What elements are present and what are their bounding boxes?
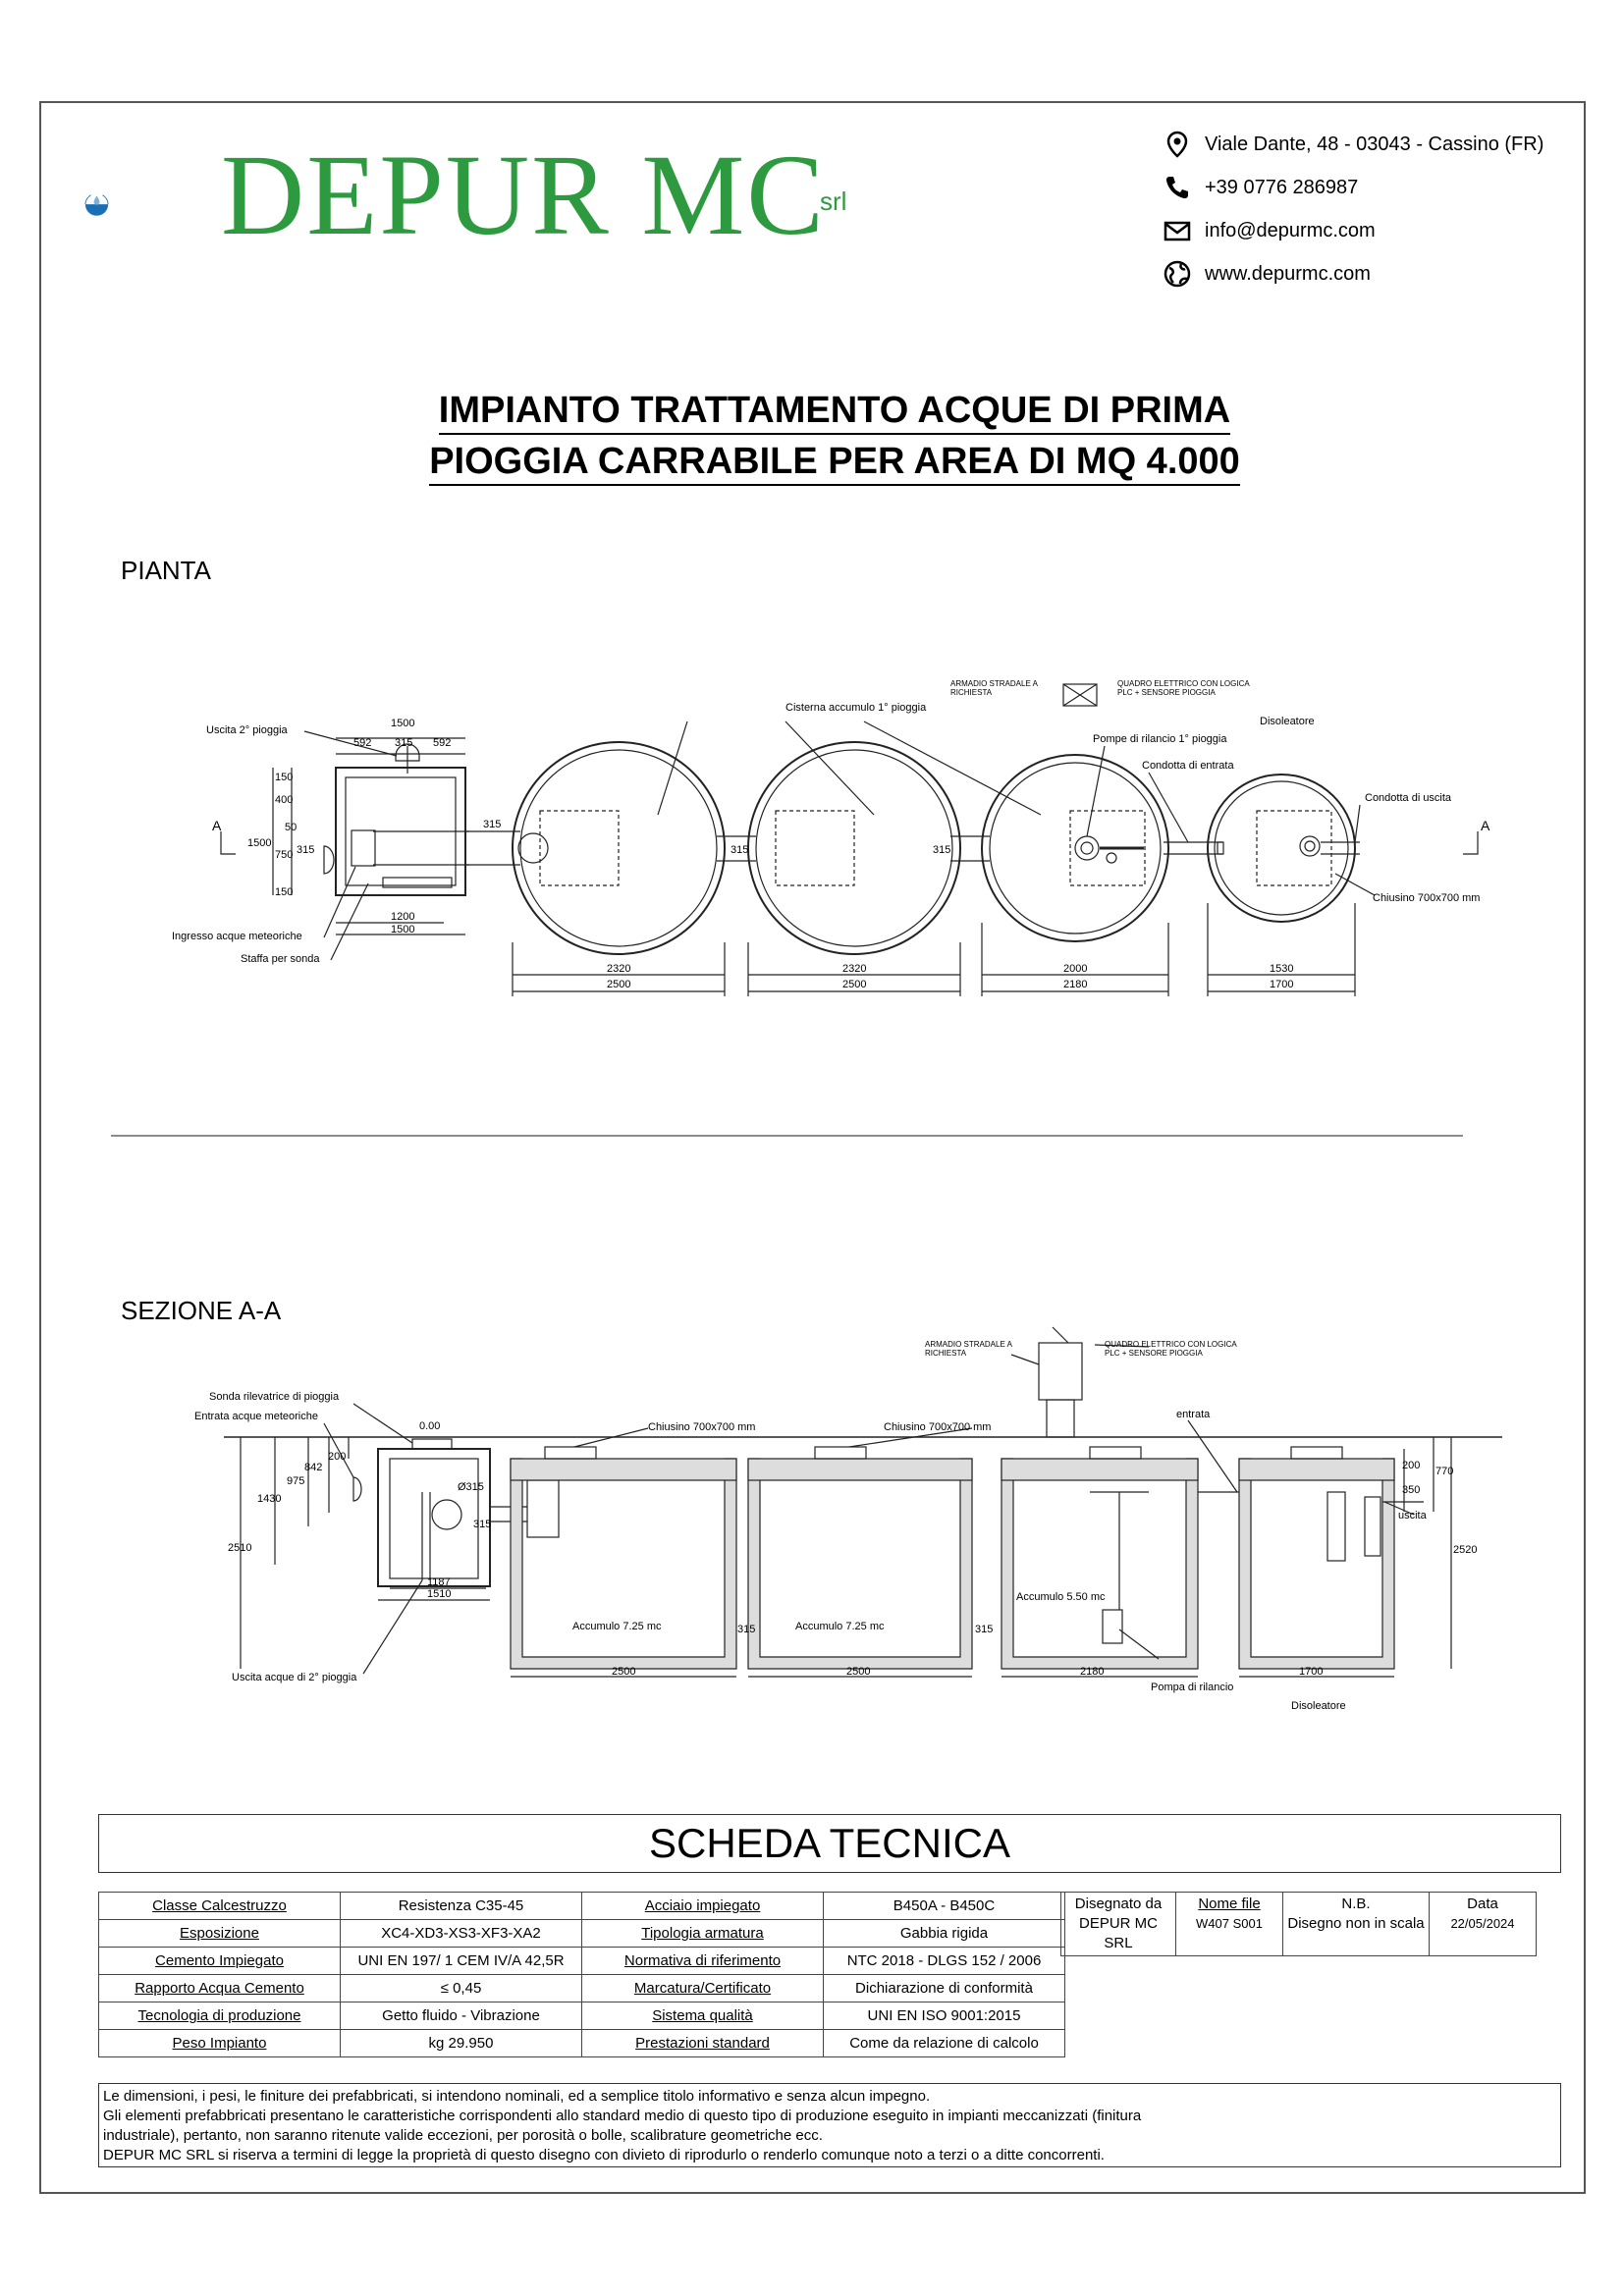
dim-50: 50 <box>285 822 298 833</box>
dim-1700: 1700 <box>1299 1666 1324 1678</box>
label-staffa: Staffa per sonda <box>241 953 320 965</box>
label-chiusino-2: Chiusino 700x700 mm <box>884 1421 992 1433</box>
plan-view <box>221 684 1481 996</box>
dim-592b: 592 <box>433 737 452 749</box>
dim-150b: 150 <box>275 886 294 898</box>
company-name: DEPUR MC <box>221 131 826 259</box>
meta-nb-value: Disegno non in scala <box>1287 1915 1425 1932</box>
contact-email-text: info@depurmc.com <box>1205 219 1376 241</box>
dim-t2-in: 2320 <box>842 963 867 975</box>
spec-key: Acciaio impiegato <box>582 1893 824 1920</box>
dim-t1-out: 2500 <box>607 979 631 990</box>
section-tank-1 <box>511 1459 736 1669</box>
section-chamber <box>378 1449 490 1586</box>
meta-nb <box>1283 1893 1430 1956</box>
spec-key: Rapporto Acqua Cemento <box>99 1975 341 2002</box>
dim-1187: 1187 <box>427 1576 451 1588</box>
dim-1500v: 1500 <box>247 837 272 849</box>
dim-350: 350 <box>1402 1484 1421 1496</box>
dim-t2-out: 2500 <box>842 979 867 990</box>
dim-2180: 2180 <box>1080 1666 1105 1678</box>
dim-t4-in: 1530 <box>1270 963 1294 975</box>
contact-phone-text: +39 0776 286987 <box>1205 176 1359 198</box>
meta-date-value: 22/05/2024 <box>1450 1916 1515 1931</box>
spec-table <box>98 1892 1065 2057</box>
spec-key: Peso Impianto <box>99 2030 341 2057</box>
label-condotta-uscita: Condotta di uscita <box>1365 792 1452 804</box>
spec-value: Come da relazione di calcolo <box>824 2030 1065 2057</box>
label-sonda: Sonda rilevatrice di pioggia <box>209 1391 340 1403</box>
label-chiusino: Chiusino 700x700 mm <box>1373 892 1481 904</box>
label-cisterna: Cisterna accumulo 1° pioggia <box>785 702 927 714</box>
table-row <box>99 1920 1065 1948</box>
disclaimer-line: DEPUR MC SRL si riserva a termini di legge la proprietà di questo disegno con divieto di riprodurlo o renderlo comunque noto a terzi o a ditte concorrenti. <box>103 2147 1105 2163</box>
label-uscita2: Uscita 2° pioggia <box>206 724 288 736</box>
dim-0-00: 0.00 <box>419 1420 441 1432</box>
label-chiusino-1: Chiusino 700x700 mm <box>648 1421 756 1433</box>
title-line-1: IMPIANTO TRATTAMENTO ACQUE DI PRIMA <box>439 388 1230 435</box>
spec-value: Resistenza C35-45 <box>341 1893 582 1920</box>
section-tank-3 <box>1001 1459 1198 1669</box>
dim-sec-200b: 200 <box>1402 1460 1421 1471</box>
contact-web-text: www.depurmc.com <box>1205 262 1371 285</box>
meta-nb-label: N.B. <box>1341 1896 1371 1912</box>
meta-date-label: Data <box>1467 1896 1498 1912</box>
dim-315d: 315 <box>731 844 749 856</box>
spec-key: Esposizione <box>99 1920 341 1948</box>
label-sec-quadro-1: QUADRO ELETTRICO CON LOGICA <box>1105 1340 1237 1349</box>
spec-value: UNI EN 197/ 1 CEM IV/A 42,5R <box>341 1948 582 1975</box>
spec-value: Gabbia rigida <box>824 1920 1065 1948</box>
label-sec-armadio-2: RICHIESTA <box>925 1349 967 1358</box>
label-entrata-acque: Entrata acque meteoriche <box>194 1411 318 1422</box>
table-row <box>99 2002 1065 2030</box>
dim-842: 842 <box>304 1462 323 1473</box>
dim-1430: 1430 <box>257 1493 282 1505</box>
section-separator <box>1239 1459 1394 1669</box>
title-line-2: PIOGGIA CARRABILE PER AREA DI MQ 4.000 <box>429 439 1240 486</box>
spec-value: Getto fluido - Vibrazione <box>341 2002 582 2030</box>
dim-2520: 2520 <box>1453 1544 1478 1556</box>
section-label: SEZIONE A-A <box>121 1296 282 1325</box>
dim-sec-315c: 315 <box>975 1624 994 1635</box>
disclaimer-line: industriale), pertanto, non saranno ritenute valide eccezioni, per porosità o bolle, scalibrature geometriche ecc. <box>103 2127 823 2144</box>
dim-315b: 315 <box>297 844 315 856</box>
dim-975: 975 <box>287 1475 305 1487</box>
spec-key: Tipologia armatura <box>582 1920 824 1948</box>
label-pompa: Pompa di rilancio <box>1151 1682 1234 1693</box>
spec-value: XC4-XD3-XS3-XF3-XA2 <box>341 1920 582 1948</box>
label-condotta-entrata: Condotta di entrata <box>1142 760 1234 772</box>
dim-770: 770 <box>1435 1466 1454 1477</box>
meta-file <box>1176 1893 1283 1956</box>
dim-t4-out: 1700 <box>1270 979 1294 990</box>
table-row <box>1061 1893 1537 1956</box>
dim-sec-315b: 315 <box>737 1624 756 1635</box>
dim-200: 200 <box>328 1451 347 1463</box>
spec-value: kg 29.950 <box>341 2030 582 2057</box>
dim-750: 750 <box>275 849 294 861</box>
spec-key: Marcatura/Certificato <box>582 1975 824 2002</box>
plan-tank-1 <box>513 742 725 954</box>
table-row <box>99 2030 1065 2057</box>
sheet-title: SCHEDA TECNICA <box>98 1814 1561 1873</box>
meta-designed-value: DEPUR MC SRL <box>1078 1915 1158 1951</box>
table-row <box>99 1975 1065 2002</box>
spec-key: Tecnologia di produzione <box>99 2002 341 2030</box>
meta-file-value: W407 S001 <box>1196 1916 1263 1931</box>
spec-value: ≤ 0,45 <box>341 1975 582 2002</box>
dim-1500b: 1500 <box>391 924 415 935</box>
label-uscita: uscita <box>1398 1510 1427 1522</box>
disclaimer-line: Le dimensioni, i pesi, le finiture dei prefabbricati, si intendono nominali, ed a semplice titolo informativo e senza alcun impegno. <box>103 2088 931 2105</box>
spec-key: Sistema qualità <box>582 2002 824 2030</box>
meta-table <box>1060 1892 1537 1956</box>
dim-315a: 315 <box>395 737 413 749</box>
dim-sec-315a: 315 <box>473 1519 492 1530</box>
dim-2510: 2510 <box>228 1542 252 1554</box>
section-tank-2 <box>748 1459 972 1669</box>
spec-value: Dichiarazione di conformità <box>824 1975 1065 2002</box>
meta-designed <box>1061 1893 1176 1956</box>
spec-key: Cemento Impiegato <box>99 1948 341 1975</box>
plan-separator <box>1208 774 1355 922</box>
plan-label: PIANTA <box>121 556 211 585</box>
dim-t1-in: 2320 <box>607 963 631 975</box>
label-section-a-left: A <box>212 818 222 833</box>
spec-key: Normativa di riferimento <box>582 1948 824 1975</box>
label-pompe: Pompe di rilancio 1° pioggia <box>1093 733 1227 745</box>
dim-1510: 1510 <box>427 1588 452 1600</box>
spec-value: UNI EN ISO 9001:2015 <box>824 2002 1065 2030</box>
meta-file-label: Nome file <box>1198 1896 1261 1912</box>
label-acc-2: Accumulo 7.25 mc <box>795 1621 885 1632</box>
dim-t3-in: 2000 <box>1063 963 1088 975</box>
company-suffix: srl <box>820 187 847 216</box>
meta-date <box>1430 1893 1537 1956</box>
label-armadio-2: RICHIESTA <box>950 688 993 697</box>
table-row <box>99 1948 1065 1975</box>
plan-tank-2 <box>748 742 960 954</box>
label-uscita-acque: Uscita acque di 2° pioggia <box>232 1672 357 1683</box>
dim-315e: 315 <box>933 844 951 856</box>
dim-150a: 150 <box>275 772 294 783</box>
disclaimer-line: Gli elementi prefabbricati presentano le caratteristiche corrispondenti allo standard medio di questo tipo di produzione eseguito in impianti meccanizzati (finitura <box>103 2108 1142 2124</box>
label-acc-3: Accumulo 5.50 mc <box>1016 1591 1106 1603</box>
dim-phi-315: Ø315 <box>458 1481 484 1493</box>
spec-value: B450A - B450C <box>824 1893 1065 1920</box>
dim-1500: 1500 <box>391 718 415 729</box>
label-quadro-1: QUADRO ELETTRICO CON LOGICA <box>1117 679 1250 688</box>
label-sec-quadro-2: PLC + SENSORE PIOGGIA <box>1105 1349 1203 1358</box>
dim-1200: 1200 <box>391 911 415 923</box>
dim-t3-out: 2180 <box>1063 979 1088 990</box>
spec-value: NTC 2018 - DLGS 152 / 2006 <box>824 1948 1065 1975</box>
meta-designed-label: Disegnato da <box>1074 1896 1163 1912</box>
label-ingresso: Ingresso acque meteoriche <box>172 931 302 942</box>
contact-address-text: Viale Dante, 48 - 03043 - Cassino (FR) <box>1205 133 1544 155</box>
dim-592a: 592 <box>353 737 372 749</box>
label-sec-armadio-1: ARMADIO STRADALE A <box>925 1340 1012 1349</box>
label-armadio-1: ARMADIO STRADALE A <box>950 679 1038 688</box>
spec-key: Prestazioni standard <box>582 2030 824 2057</box>
dim-315c: 315 <box>483 819 502 830</box>
label-entrata: entrata <box>1176 1409 1211 1420</box>
spec-key: Classe Calcestruzzo <box>99 1893 341 1920</box>
disclaimer <box>98 2083 1561 2167</box>
dim-2500a: 2500 <box>612 1666 636 1678</box>
dim-2500b: 2500 <box>846 1666 871 1678</box>
dim-400: 400 <box>275 794 294 806</box>
label-quadro-2: PLC + SENSORE PIOGGIA <box>1117 688 1216 697</box>
label-section-a-right: A <box>1481 818 1490 833</box>
label-sec-disoleatore: Disoleatore <box>1291 1700 1346 1712</box>
label-acc-1: Accumulo 7.25 mc <box>572 1621 662 1632</box>
table-row <box>99 1893 1065 1920</box>
label-disoleatore: Disoleatore <box>1260 716 1315 727</box>
